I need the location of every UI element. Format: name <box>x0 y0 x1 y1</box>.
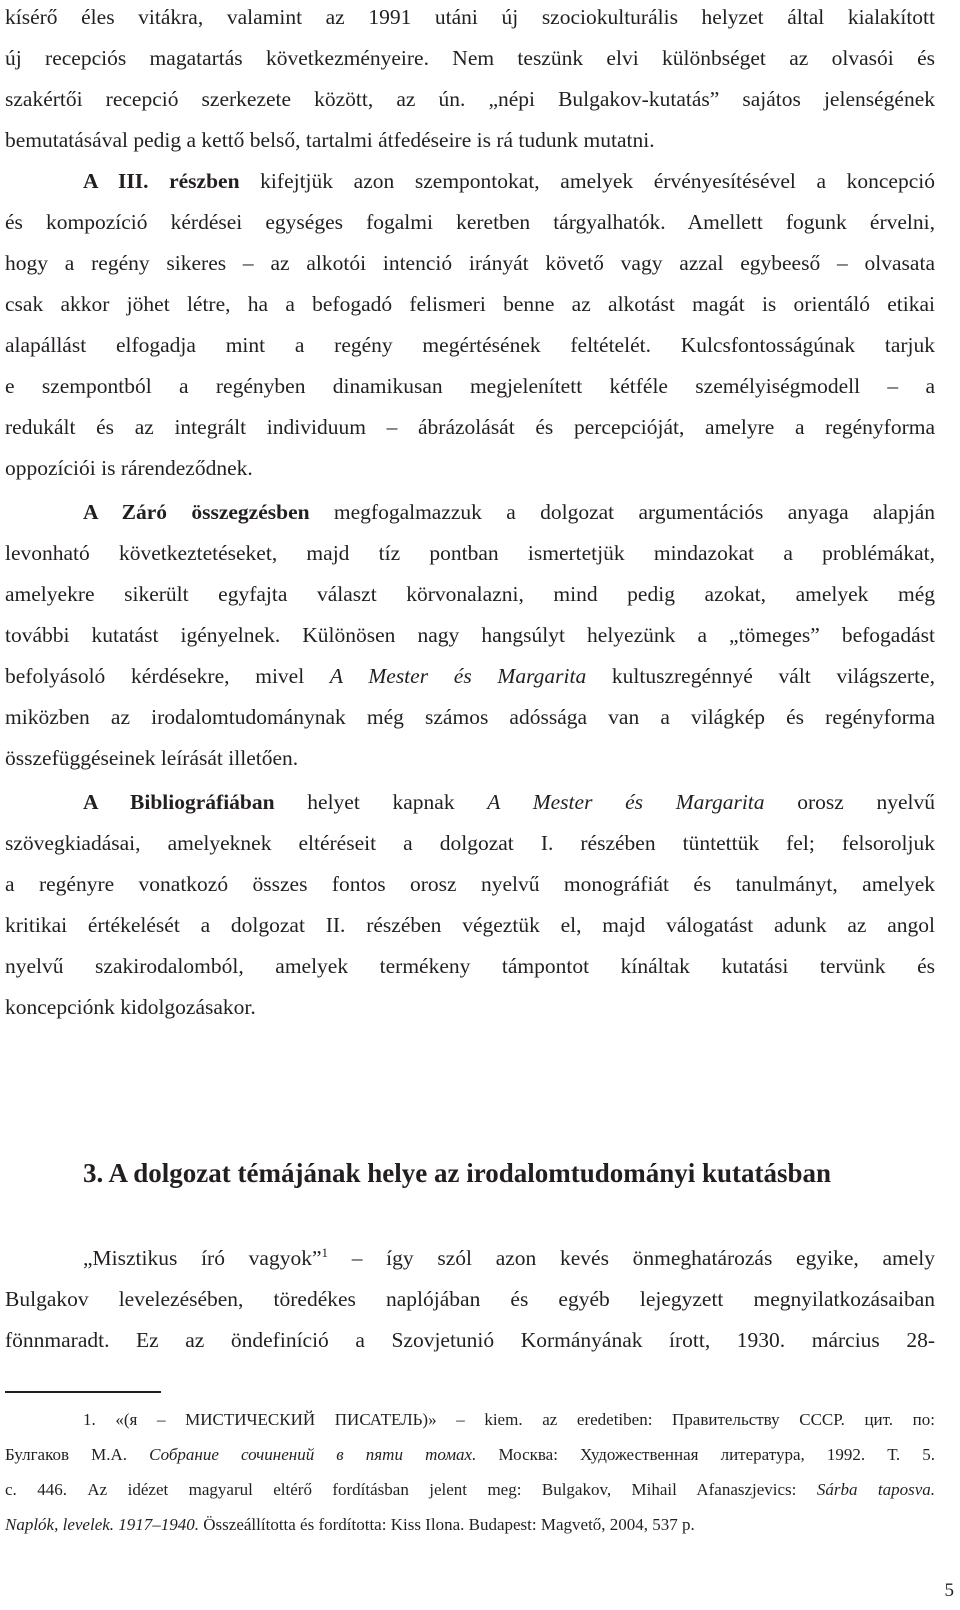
paragraph-part-iii-first-line <box>83 166 935 196</box>
text-line: redukált és az integrált individuum – ábrázolását és percepcióját, amelyre a regényforma <box>5 415 935 439</box>
footnote-line <box>5 1443 935 1467</box>
text-span: с. 446. Az idézet magyarul eltérő fordításban jelent meg: Bulgakov, Mihail Afanaszjevics: <box>5 1480 817 1499</box>
text-span: befolyásoló kérdésekre, mivel <box>5 664 330 688</box>
section-heading: 3. A dolgozat témájának helye az irodalomtudományi kutatásban <box>83 1158 832 1188</box>
text-line: csak akkor jöhet létre, ha a befogadó felismeri benne az alkotást magát is orientáló etikai <box>5 292 935 316</box>
text-line: új recepciós magatartás következményeire. Nem teszünk elvi különbséget az olvasói és <box>5 46 935 70</box>
book-title: Naplók, levelek. 1917–1940. <box>5 1515 200 1534</box>
paragraph-bibliography-first-line <box>83 787 935 817</box>
bold-lead: A Bibliográfiában <box>83 790 275 814</box>
quote-text: „Misztikus író vagyok” <box>83 1246 322 1270</box>
footnote-line <box>5 1513 935 1537</box>
text-line: miközben az irodalomtudománynak még számos adóssága van a világkép és regényforma <box>5 705 935 729</box>
text-line: alapállást elfogadja mint a regény megértésének feltételét. Kulcsfontosságúnak tarjuk <box>5 333 935 357</box>
bold-lead: A Záró összegzésben <box>83 500 310 524</box>
text-line: Bulgakov levelezésében, töredékes naplójában és egyéb lejegyzett megnyilatkozásaiban <box>5 1287 935 1311</box>
text-span: megfogalmazzuk a dolgozat argumentációs anyaga alapján <box>309 500 935 524</box>
text-span: helyet kapnak <box>274 790 488 814</box>
footnote-line: 1. «(я – МИСТИЧЕСКИЙ ПИСАТЕЛЬ)» – kiem. az eredetiben: Правительству СССР. цит. по: <box>83 1410 935 1429</box>
book-title: A Mester és Margarita <box>487 790 765 814</box>
book-title: A Mester és Margarita <box>329 664 587 688</box>
text-line: amelyekre sikerült egyfajta választ körvonalazni, mind pedig azokat, amelyek még <box>5 582 935 606</box>
book-title: Собрание сочинений в пяти томах. <box>149 1445 477 1464</box>
text-span: Булгаков М.А. <box>5 1445 150 1464</box>
text-line: e szempontból a regényben dinamikusan megjelenített kétféle személyiségmodell – a <box>5 374 935 398</box>
text-span: kultuszregénnyé vált világszerte, <box>586 664 935 688</box>
text-line: további kutatást igényelnek. Különösen nagy hangsúlyt helyezünk a „tömeges” befogadást <box>5 623 935 647</box>
text-line: hogy a regény sikeres – az alkotói intenció irányát követő vagy azzal egybeeső – olvasata <box>5 251 935 275</box>
text-line: szövegkiadásai, amelyeknek eltéréseit a dolgozat I. részében tüntettük fel; felsoroljuk <box>5 831 935 855</box>
text-span: Összeállította és fordította: Kiss Ilona. Budapest: Magvető, 2004, 537 p. <box>199 1515 695 1534</box>
text-span: – így szól azon kevés önmeghatározás egyike, amely <box>328 1246 935 1270</box>
text-line: bemutatásával pedig a kettő belső, tartalmi átfedéseire is rá tudunk mutatni. <box>5 128 655 152</box>
text-line: szakértői recepció szerkezete között, az ún. „népi Bulgakov-kutatás” sajátos jelenségének <box>5 87 935 111</box>
page-number: 5 <box>944 1580 954 1601</box>
footnote-line <box>5 1478 935 1502</box>
text-span: Москва: Художественная литература, 1992. Т. 5. <box>476 1445 935 1464</box>
paragraph-quote-first-line <box>83 1243 935 1273</box>
text-line: oppozíciói is rárendeződnek. <box>5 456 253 480</box>
paragraph-summary-first-line <box>83 497 935 527</box>
text-line: összefüggéseinek leírását illetően. <box>5 746 299 770</box>
book-title: Sárba taposva. <box>816 1480 935 1499</box>
footnote-ref[interactable]: 1 <box>321 1244 328 1260</box>
text-line <box>5 661 935 691</box>
text-span: kifejtjük azon szempontokat, amelyek érvényesítésével a koncepció <box>239 169 935 193</box>
text-line: nyelvű szakirodalomból, amelyek termékeny támpontot kínáltak kutatási tervünk és <box>5 954 935 978</box>
footnote-divider <box>5 1391 161 1393</box>
text-line: fönnmaradt. Ez az öndefiníció a Szovjetunió Kormányának írott, 1930. március 28- <box>5 1328 935 1352</box>
text-line: kísérő éles vitákra, valamint az 1991 utáni új szociokulturális helyzet által kialakított <box>5 5 935 29</box>
text-line: és kompozíció kérdései egységes fogalmi keretben tárgyalhatók. Amellett fogunk érvelni, <box>5 210 935 234</box>
text-line: kritikai értékelését a dolgozat II. részében végeztük el, majd válogatást adunk az angol <box>5 913 935 937</box>
text-line: levonható következtetéseket, majd tíz pontban ismertetjük mindazokat a problémákat, <box>5 541 935 565</box>
bold-lead: A III. részben <box>83 169 240 193</box>
text-line: a regényre vonatkozó összes fontos orosz nyelvű monográfiát és tanulmányt, amelyek <box>5 872 935 896</box>
text-line: koncepciónk kidolgozásakor. <box>5 995 256 1019</box>
text-span: orosz nyelvű <box>764 790 935 814</box>
